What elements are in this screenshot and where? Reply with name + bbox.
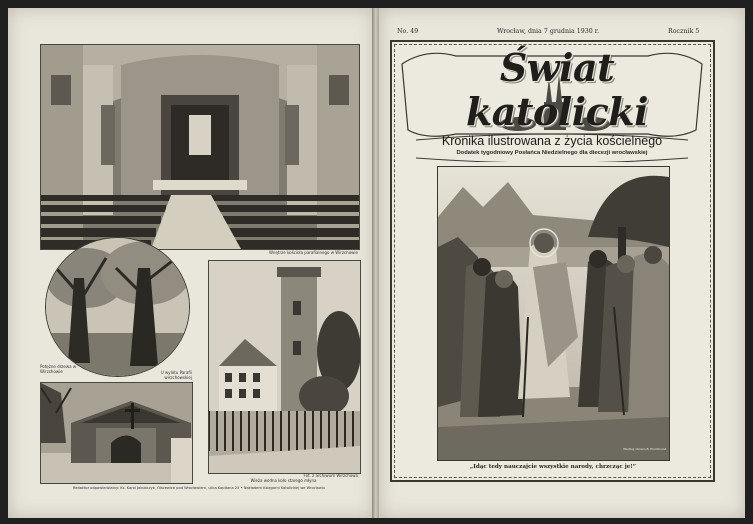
editor-footer: Redaktor odpowiedzialny: Ks. Karol Jakubczyk, Olszewice pod Wrocławiem, ulica Kapitana 25 • Nakładem Księgarni Katolickiej we Wrocławiu [72,486,326,490]
photo-credit: Fot. z archiwum Wirzchowa [303,473,358,478]
issue-number: No. 49 [397,28,419,35]
masthead-subtitle: Kronika ilustrowana z życia kościelnego [441,134,663,148]
trees-circle-photo [45,237,190,377]
shrine-caption: U wylotu Parafii wirzchowskiej [160,370,192,380]
wayside-shrine-photo [40,382,193,484]
church-interior-caption: Wnętrze kościoła parafialnego w Wirzchowie [268,250,358,255]
water-tower-photo [208,260,361,474]
date-line: Wrocław, dnia 7 grudnia 1930 r. [497,28,600,35]
volume-number: Rocznik 5 [668,28,700,35]
water-tower-caption: Wieża wodna koło starego młyna [250,478,317,483]
cover-painting [437,166,670,461]
masthead-tagline: Dodatek tygodniowy Posłańca Niedzielnego dla diecezji wrocławskiej [456,150,648,156]
church-interior-photo [40,44,360,250]
cover-quote: „Idąc tedy nauczajcie wszystkie narody, chrzcząc je!” [470,464,636,470]
painter-credit: Według obrazu B. Plockhorst [623,447,666,451]
masthead-title: Świat katolicki [465,45,649,134]
trees-caption: Potężne drzewa w Wirzchowie [40,364,77,374]
